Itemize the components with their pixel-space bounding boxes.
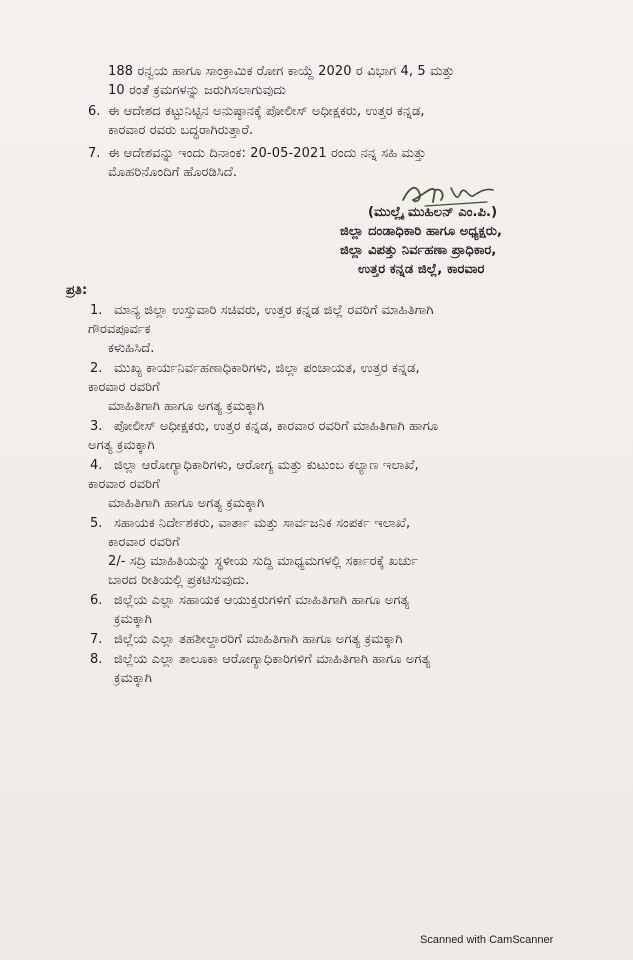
copy-1-line-2: ಗೌರವಪೂರ್ವಕ: [88, 322, 151, 337]
point-7-line-2: ಮೊಹರಿನೊಂದಿಗೆ ಹೊರಡಿಸಿದೆ.: [108, 165, 238, 180]
copy-5-line-3: 2/- ಸದ್ರಿ ಮಾಹಿತಿಯನ್ನು ಸ್ಥಳೀಯ ಸುದ್ದಿ ಮಾಧ್ಯಮಗಳಲ್ಲಿ ಸರ್ಕಾರಕ್ಕೆ ಖರ್ಚು: [108, 554, 419, 569]
copy-7-number: 7.: [90, 632, 103, 647]
copy-2-line-3: ಮಾಹಿತಿಗಾಗಿ ಹಾಗೂ ಅಗತ್ಯ ಕ್ರಮಕ್ಕಾಗಿ: [108, 399, 265, 414]
signatory-designation-line-1: ಜಿಲ್ಲಾ ದಂಡಾಧಿಕಾರಿ ಹಾಗೂ ಅಧ್ಯಕ್ಷರು,: [340, 224, 502, 239]
copy-6-line-1: ಜಿಲ್ಲೆಯ ಎಲ್ಲಾ ಸಹಾಯಕ ಆಯುಕ್ತರುಗಳಿಗೆ ಮಾಹಿತಿಗಾಗಿ ಹಾಗೂ ಅಗತ್ಯ: [114, 593, 410, 608]
copy-7-line-1: ಜಿಲ್ಲೆಯ ಎಲ್ಲಾ ತಹಶೀಲ್ದಾರರಿಗೆ ಮಾಹಿತಿಗಾಗಿ ಹಾಗೂ ಅಗತ್ಯ ಕ್ರಮಕ್ಕಾಗಿ: [114, 632, 403, 647]
copy-to-heading: ಪ್ರತಿ:: [66, 283, 88, 298]
copy-8-number: 8.: [90, 652, 103, 667]
copy-3-number: 3.: [90, 419, 103, 434]
copy-8-line-2: ಕ್ರಮಕ್ಕಾಗಿ: [114, 671, 152, 686]
copy-2-number: 2.: [90, 361, 103, 376]
signatory-designation-line-3: ಉತ್ತರ ಕನ್ನಡ ಜಿಲ್ಲೆ, ಕಾರವಾರ: [358, 262, 485, 277]
copy-5-line-1: ಸಹಾಯಕ ನಿರ್ದೇಶಕರು, ವಾರ್ತಾ ಮತ್ತು ಸಾರ್ವಜನಿಕ ಸಂಪರ್ಕ ಇಲಾಖೆ,: [114, 516, 411, 531]
copy-2-line-1: ಮುಖ್ಯ ಕಾರ್ಯನಿರ್ವಹಣಾಧಿಕಾರಿಗಳು, ಜಿಲ್ಲಾ ಪಂಚಾಯತ, ಉತ್ತರ ಕನ್ನಡ,: [114, 361, 420, 376]
signatory-name: (ಮುಲ್ಲೈ ಮುಹಿಲನ್ ಎಂ.ಪಿ.): [368, 205, 498, 220]
copy-1-line-3: ಕಳುಹಿಸಿದೆ.: [108, 341, 155, 356]
copy-4-line-2: ಕಾರವಾರ ರವರಿಗೆ: [88, 477, 160, 492]
copy-3-line-2: ಅಗತ್ಯ ಕ್ರಮಕ್ಕಾಗಿ: [88, 438, 155, 453]
camscanner-watermark: Scanned with CamScanner: [420, 934, 554, 946]
copy-5-number: 5.: [90, 516, 103, 531]
copy-4-line-3: ಮಾಹಿತಿಗಾಗಿ ಹಾಗೂ ಅಗತ್ಯ ಕ್ರಮಕ್ಕಾಗಿ: [108, 496, 265, 511]
point-7-number: 7.: [88, 146, 101, 161]
copy-5-line-2: ಕಾರವಾರ ರವರಿಗೆ: [108, 535, 180, 550]
point-7-line-1: ಈ ಆದೇಶವನ್ನು ಇಂದು ದಿನಾಂಕ: 20-05-2021 ರಂದು ನನ್ನ ಸಹಿ ಮತ್ತು: [108, 146, 427, 161]
point-6-line-2: ಕಾರವಾರ ರವರು ಬದ್ಧರಾಗಿರುತ್ತಾರೆ.: [108, 123, 254, 138]
copy-1-number: 1.: [90, 303, 103, 318]
point-6-line-1: ಈ ಆದೇಶದ ಕಟ್ಟುನಿಟ್ಟಿನ ಅನುಷ್ಠಾನಕ್ಕೆ ಪೋಲೀಸ್ ಅಧೀಕ್ಷಕರು, ಉತ್ತರ ಕನ್ನಡ,: [108, 104, 425, 119]
copy-6-number: 6.: [90, 593, 103, 608]
copy-6-line-2: ಕ್ರಮಕ್ಕಾಗಿ: [114, 612, 152, 627]
copy-3-line-1: ಪೋಲೀಸ್ ಅಧೀಕ್ಷಕರು, ಉತ್ತರ ಕನ್ನಡ, ಕಾರವಾರ ರವರಿಗೆ ಮಾಹಿತಿಗಾಗಿ ಹಾಗೂ: [114, 419, 439, 434]
point-6-number: 6.: [88, 104, 101, 119]
copy-4-number: 4.: [90, 458, 103, 473]
point-5-continuation-line-2: 10 ರಂತೆ ಕ್ರಮಗಳನ್ನು ಜರುಗಿಸಲಾಗುವುದು: [108, 83, 287, 98]
signatory-designation-line-2: ಜಿಲ್ಲಾ ವಿಪತ್ತು ನಿರ್ವಹಣಾ ಪ್ರಾಧಿಕಾರ,: [340, 243, 497, 258]
copy-4-line-1: ಜಿಲ್ಲಾ ಆರೋಗ್ಯಾಧಿಕಾರಿಗಳು, ಆರೋಗ್ಯ ಮತ್ತು ಕುಟುಂಬ ಕಲ್ಯಾಣ ಇಲಾಖೆ,: [114, 458, 419, 473]
copy-2-line-2: ಕಾರವಾರ ರವರಿಗೆ: [88, 380, 160, 395]
copy-1-line-1: ಮಾನ್ಯ ಜಿಲ್ಲಾ ಉಸ್ತುವಾರಿ ಸಚಿವರು, ಉತ್ತರ ಕನ್ನಡ ಜಿಲ್ಲೆ ರವರಿಗೆ ಮಾಹಿತಿಗಾಗಿ: [114, 303, 434, 318]
copy-5-line-4: ಬಾರದ ರೀತಿಯಲ್ಲಿ ಪ್ರಕಟಿಸುವುದು.: [108, 573, 250, 588]
copy-8-line-1: ಜಿಲ್ಲೆಯ ಎಲ್ಲಾ ತಾಲೂಕಾ ಆರೋಗ್ಯಾಧಿಕಾರಿಗಳಿಗೆ ಮಾಹಿತಿಗಾಗಿ ಹಾಗೂ ಅಗತ್ಯ: [114, 652, 431, 667]
point-5-continuation-line-1: 188 ರನ್ವಯ ಹಾಗೂ ಸಾಂಕ್ರಾಮಿಕ ರೋಗ ಕಾಯ್ದೆ 2020 ರ ವಿಭಾಗ 4, 5 ಮತ್ತು: [108, 64, 455, 79]
